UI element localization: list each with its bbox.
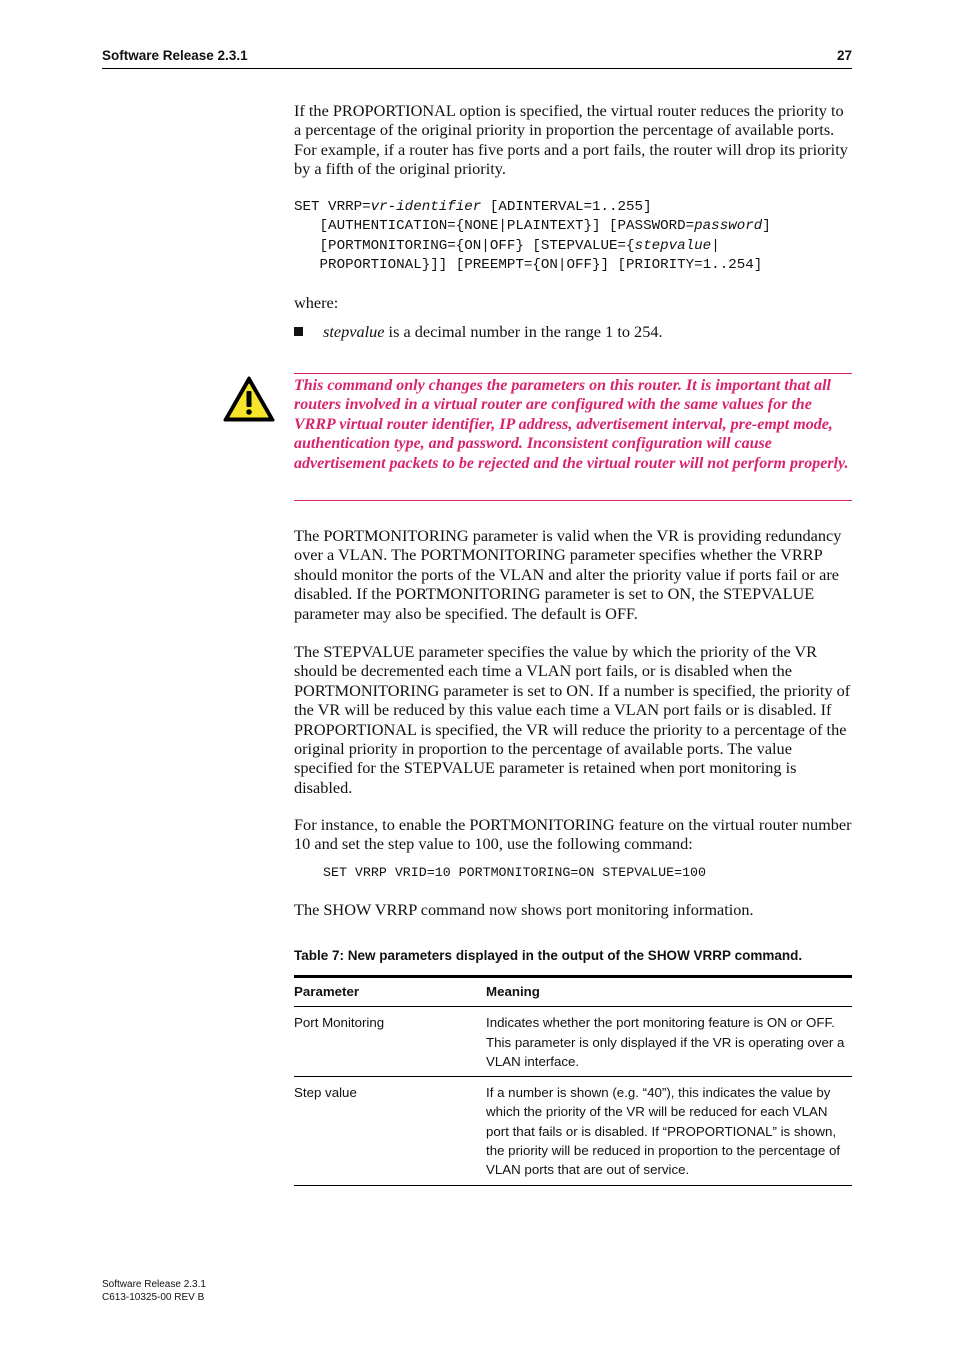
cell-meaning: If a number is shown (e.g. “40”), this indicates the value by which the priority of the VR will be reduced for each VLAN port that fails or is disabled. If “PROPORTIONAL” is shown, the priority will be reduced in proportion to the percentage of VLAN ports that are out of service. [486, 1085, 841, 1178]
paragraph-example-intro: For instance, to enable the PORTMONITORING feature on the virtual router number 10 and set the step value to 100, use the following command: [294, 815, 852, 854]
paragraph-show-vrrp: The SHOW VRRP command now shows port monitoring information. [294, 900, 754, 919]
paragraph-proportional: If the PROPORTIONAL option is specified, the virtual router reduces the priority to a percentage of the original priority in proportion the percentage of available ports. For example, if a router has five ports and a port fails, the router will drop its priority by a fifth of the original priority. [294, 101, 848, 179]
cell-meaning: Indicates whether the port monitoring feature is ON or OFF. This parameter is only displayed if the VR is operating over a VLAN interface. [486, 1015, 845, 1069]
syntax-param: stepvalue [634, 237, 712, 254]
warning-bottom-rule [294, 500, 852, 501]
parameters-table [294, 975, 852, 1186]
paragraph-portmonitoring: The PORTMONITORING parameter is valid when the VR is providing redundancy over a VLAN. The PORTMONITORING parameter specifies whether the VRRP should monitor the ports of the VLAN and alter the priority value if ports fail or are disabled. If the PORTMONITORING parameter is set to ON, the STEPVALUE parameter may also be specified. The default is OFF. [294, 526, 842, 623]
syntax-text: SET VRRP= [294, 199, 371, 215]
cell-parameter: Port Monitoring [294, 1015, 385, 1031]
table-header-row [294, 978, 852, 1006]
header-title: Software Release 2.3.1 [102, 48, 248, 63]
syntax-param: password [694, 218, 763, 235]
footer-doc-id: C613-10325-00 REV B [102, 1291, 205, 1303]
page-footer [102, 1279, 206, 1304]
syntax-text: | [711, 237, 720, 254]
warning-text: This command only changes the parameters on this router. It is important that all routers involved in a virtual router are configured with the same values for the VRRP virtual router identifier, IP address, advertisement interval, pre-empt mode, authentication type, and password. Inconsistent configuration will cause advertisement packets to be rejected and the virtual router will not perform properly. [294, 377, 849, 472]
table-caption: Table 7: New parameters displayed in the output of the SHOW VRRP command. [294, 948, 803, 963]
syntax-text: [PORTMONITORING={ON|OFF} [STEPVALUE={ [294, 237, 635, 254]
table-row [294, 1006, 852, 1076]
syntax-line-1 [294, 198, 771, 217]
bullet-term: stepvalue [323, 322, 385, 341]
example-command: SET VRRP VRID=10 PORTMONITORING=ON STEPVALUE=100 [323, 865, 707, 880]
syntax-line-4: PROPORTIONAL}]] [PREEMPT={ON|OFF}] [PRIORITY=1..254] [294, 257, 763, 274]
command-syntax [294, 198, 771, 276]
syntax-param: vr-identifier [370, 199, 482, 215]
cell-parameter: Step value [294, 1085, 357, 1101]
bullet-square-icon [294, 327, 303, 336]
header-meaning: Meaning [486, 984, 540, 999]
page-header [102, 48, 852, 69]
syntax-text: ] [762, 218, 771, 235]
footer-release: Software Release 2.3.1 [102, 1279, 206, 1290]
header-parameter: Parameter [294, 984, 360, 999]
page-number: 27 [836, 48, 852, 63]
syntax-text: [AUTHENTICATION={NONE|PLAINTEXT}] [PASSWORD= [294, 218, 695, 235]
table-row [294, 1076, 852, 1184]
bullet-description: is a decimal number in the range 1 to 254. [384, 322, 663, 341]
paragraph-stepvalue: The STEPVALUE parameter specifies the value by which the priority of the VR should be decremented each time a VLAN port fails, or is disabled when the PORTMONITORING parameter is set to ON. If a number is specified, the priority of the VR will be reduced by this value each time a VLAN port fails or is disabled. If PROPORTIONAL is specified, the VR will reduce the priority to a percentage of the original priority in proportion to the percentage of available ports. The value specified for the STEPVALUE parameter is retained when port monitoring is disabled. [294, 642, 851, 797]
syntax-line-3 [294, 237, 771, 256]
syntax-line-2 [294, 217, 771, 236]
syntax-text: [ADINTERVAL=1..255] [481, 199, 652, 215]
where-label: where: [294, 293, 339, 312]
bullet-text [323, 322, 663, 341]
warning-triangle-icon [222, 375, 276, 423]
warning-top-rule [294, 373, 852, 374]
